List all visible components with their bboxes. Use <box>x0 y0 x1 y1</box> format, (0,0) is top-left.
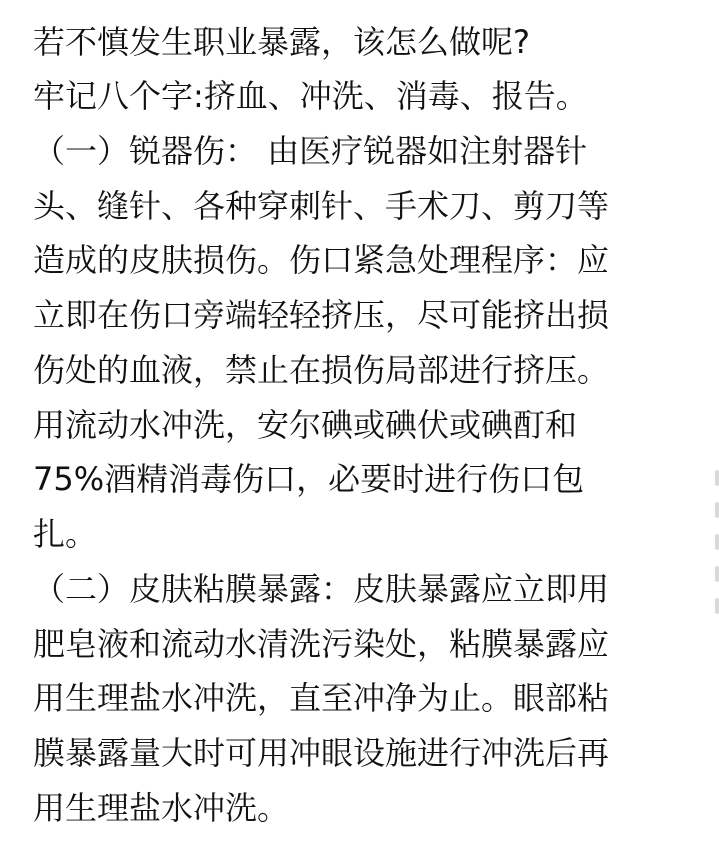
text-line: 伤处的血液，禁止在损伤局部进行挤压。 <box>33 351 610 389</box>
scrollbar-tick <box>715 502 719 518</box>
section-heading-sharp-injury: （一）锐器伤： 由医疗锐器如注射器针 <box>33 132 588 170</box>
scrollbar-tick <box>715 566 719 582</box>
text-line: 用流动水冲洗，安尔碘或碘伏或碘酊和 <box>33 406 578 444</box>
scrollbar[interactable] <box>709 470 719 620</box>
text-line: 用生理盐水冲洗，直至冲净为止。眼部粘 <box>33 679 610 717</box>
scrollbar-tick <box>715 598 719 614</box>
text-line: 用生理盐水冲洗。 <box>33 789 290 827</box>
text-line: 头、缝针、各种穿刺针、手术刀、剪刀等 <box>33 187 610 225</box>
text-line: 牢记八个字:挤血、冲洗、消毒、报告。 <box>33 77 588 115</box>
text-line: 立即在伤口旁端轻轻挤压，尽可能挤出损 <box>33 296 610 334</box>
text-line: 造成的皮肤损伤。伤口紧急处理程序：应 <box>33 241 610 279</box>
text-line: 若不慎发生职业暴露，该怎么做呢? <box>33 23 530 61</box>
section-heading-mucosa-exposure: （二）皮肤粘膜暴露：皮肤暴露应立即用 <box>33 570 610 608</box>
text-line: 75%酒精消毒伤口，必要时进行伤口包 <box>33 460 585 498</box>
scrollbar-tick <box>715 470 719 486</box>
scrollbar-tick <box>715 534 719 550</box>
text-line: 扎。 <box>33 515 98 553</box>
text-line: 肥皂液和流动水清洗污染处，粘膜暴露应 <box>33 625 610 663</box>
text-line: 膜暴露量大时可用冲眼设施进行冲洗后再 <box>33 734 610 772</box>
